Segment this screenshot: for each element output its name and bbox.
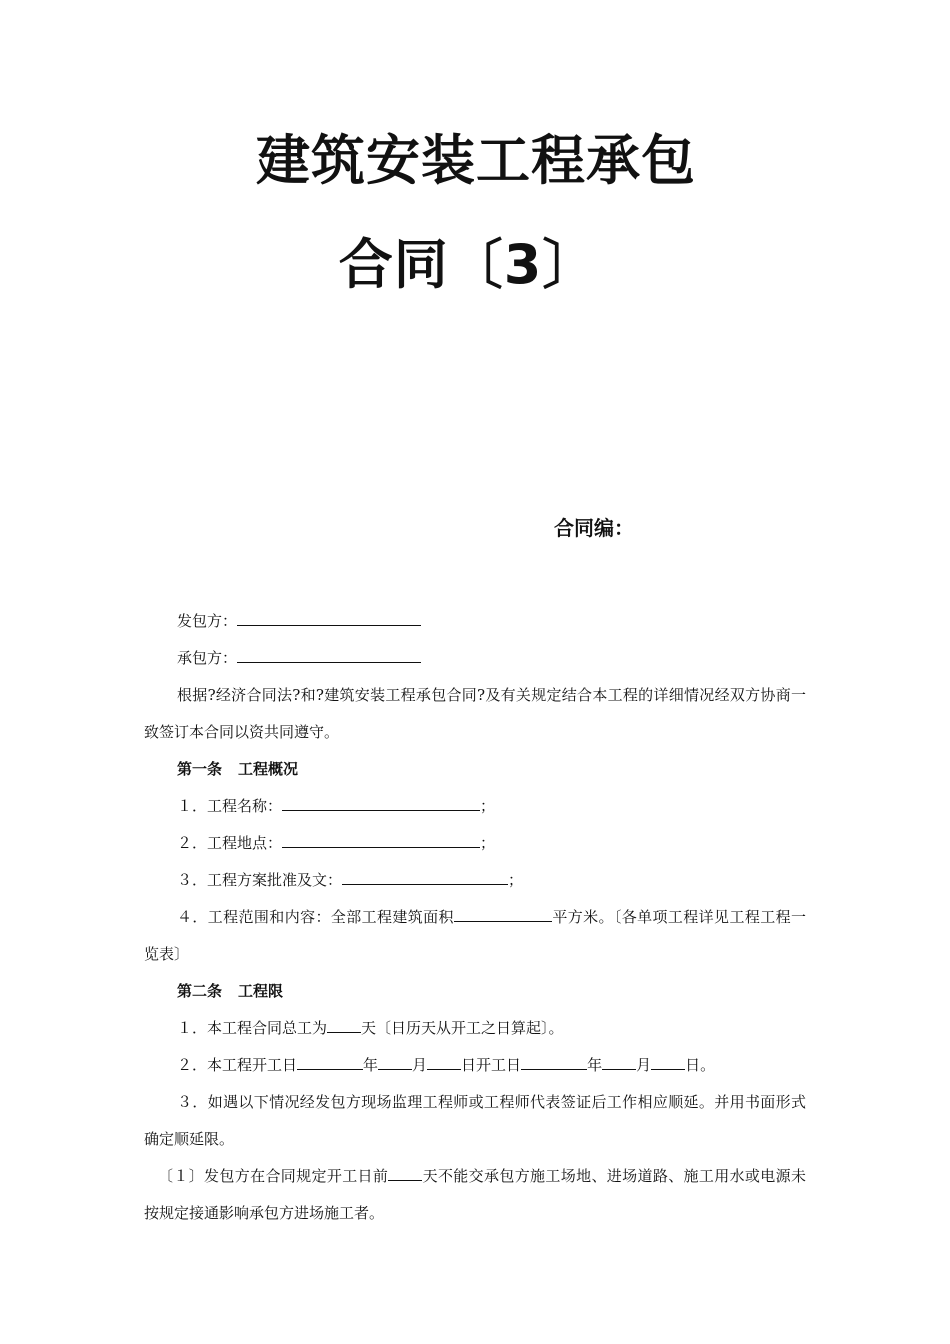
article1-item3	[144, 862, 806, 899]
sub1-label: 〔１〕发包方在合同规定开工日前	[158, 1167, 389, 1185]
year-label: 年	[587, 1056, 603, 1074]
project-location-label: ２．工程地点：	[177, 834, 283, 852]
start-month-blank[interactable]	[378, 1054, 412, 1070]
end-year-blank[interactable]	[521, 1054, 587, 1070]
article2-title: 工程限	[238, 982, 284, 1000]
plan-approval-label: ３．工程方案批准及文：	[177, 871, 343, 889]
day-end-label: 日。	[685, 1056, 716, 1074]
article1-item1	[144, 788, 806, 825]
employer-line	[144, 603, 806, 640]
item-end-mark: ；	[508, 871, 524, 889]
article2-sub1	[144, 1158, 806, 1232]
year-label: 年	[363, 1056, 379, 1074]
plan-approval-blank[interactable]	[342, 869, 508, 885]
end-month-blank[interactable]	[602, 1054, 636, 1070]
item-end-mark: ；	[480, 834, 496, 852]
article1-number: 第一条	[177, 760, 223, 778]
contractor-blank[interactable]	[237, 647, 421, 663]
article2-item3: ３．如遇以下情况经发包方现场监理工程师或工程师代表签证后工作相应顺延。并用书面形式确定顺延限。	[144, 1093, 806, 1148]
project-location-blank[interactable]	[282, 832, 480, 848]
document-title-line1: 建筑安装工程承包	[256, 129, 696, 192]
month-label: 月	[412, 1056, 428, 1074]
article1-item2	[144, 825, 806, 862]
article2-item2	[144, 1047, 806, 1084]
sub1-rest: 天不能交承包方施工场地、进场道路、施工用水或电源未按规定接通影响承包方进场施工者。	[144, 1167, 806, 1222]
scope-label: ４．工程范围和内容：全部工程建筑面积	[177, 908, 454, 926]
scope-rest: 平方米。〔各单项工程详见工程工程一览表〕	[144, 908, 806, 963]
contractor-label: 承包方：	[177, 649, 238, 667]
article2-number: 第二条	[177, 982, 223, 1000]
contractor-line	[144, 640, 806, 677]
project-name-label: １．工程名称：	[177, 797, 283, 815]
total-duration-unit: 天〔日历天从开工之日算起〕。	[361, 1019, 564, 1037]
article1-item4	[144, 899, 806, 973]
floor-area-blank[interactable]	[454, 906, 552, 922]
total-duration-label: １．本工程合同总工为	[177, 1019, 328, 1037]
article1-title: 工程概况	[238, 760, 299, 778]
article1-heading	[144, 751, 806, 788]
start-date-label: ２．本工程开工日	[177, 1056, 298, 1074]
employer-blank[interactable]	[237, 610, 421, 626]
article2-item1	[144, 1010, 806, 1047]
document-title-line2: 合同〔3〕	[338, 233, 598, 296]
contract-body	[144, 603, 806, 1232]
project-name-blank[interactable]	[282, 795, 480, 811]
preamble-paragraph: 根据?经济合同法?和?建筑安装工程承包合同?及有关规定结合本工程的详细情况经双方协商一致签订本合同以资共同遵守。	[144, 686, 806, 741]
start-year-blank[interactable]	[297, 1054, 363, 1070]
month-label: 月	[636, 1056, 652, 1074]
article2-heading	[144, 973, 806, 1010]
day-start-label: 日开工日	[461, 1056, 522, 1074]
item-end-mark: ；	[480, 797, 496, 815]
contract-number-label: 合同编：	[554, 516, 634, 540]
sub1-days-blank[interactable]	[388, 1165, 422, 1181]
end-day-blank[interactable]	[651, 1054, 685, 1070]
total-duration-blank[interactable]	[327, 1017, 361, 1033]
employer-label: 发包方：	[177, 612, 238, 630]
start-day-blank[interactable]	[427, 1054, 461, 1070]
